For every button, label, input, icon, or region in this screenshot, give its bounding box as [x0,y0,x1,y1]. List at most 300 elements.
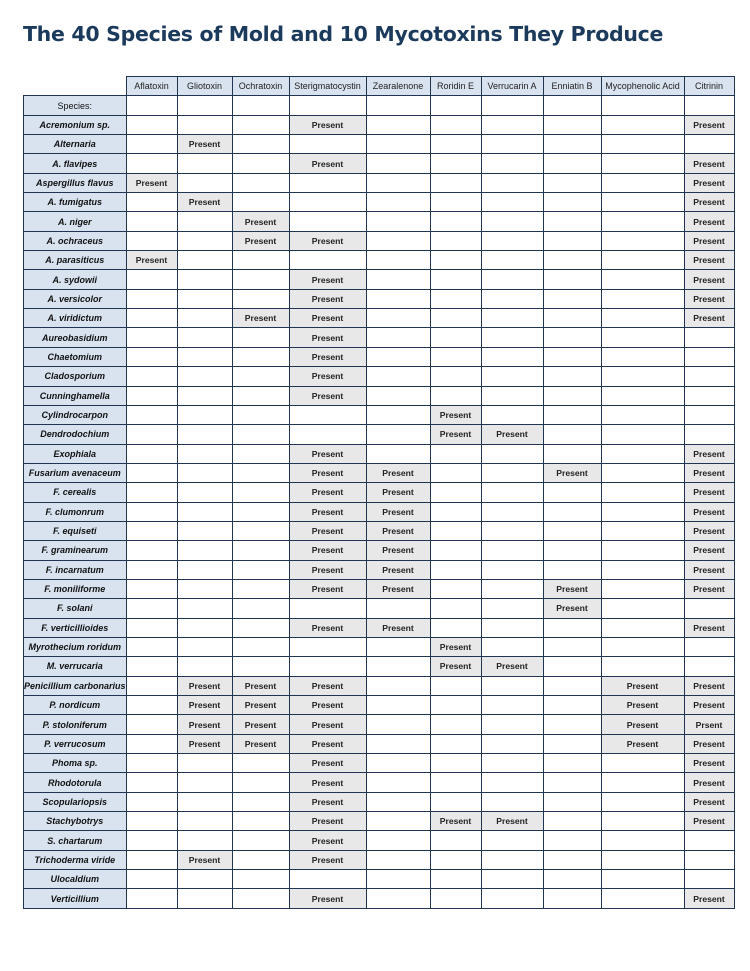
empty-cell [601,870,684,889]
empty-cell [177,212,232,231]
empty-cell [601,889,684,908]
empty-cell [601,425,684,444]
presence-cell: Present [289,347,366,366]
empty-cell [481,289,543,308]
table-row [24,231,735,250]
empty-cell [543,812,601,831]
table-row [24,328,735,347]
empty-cell [366,696,430,715]
empty-cell [232,483,289,502]
empty-cell [543,115,601,134]
presence-cell: Present [126,173,177,192]
empty-cell [543,289,601,308]
empty-cell [126,657,177,676]
empty-cell [481,521,543,540]
empty-cell [481,328,543,347]
empty-cell [126,483,177,502]
empty-cell [177,96,232,115]
empty-cell [366,309,430,328]
page-title: The 40 Species of Mold and 10 Mycotoxins They Produce [23,22,664,46]
empty-cell [177,444,232,463]
table-row [24,173,735,192]
empty-cell [430,715,481,734]
empty-cell [481,715,543,734]
empty-cell [177,502,232,521]
presence-cell: Present [289,444,366,463]
empty-cell [232,618,289,637]
empty-cell [684,328,734,347]
empty-cell [232,850,289,869]
toxin-header: Citrinin [684,77,734,96]
species-name: F. graminearum [24,541,127,560]
empty-cell [126,637,177,656]
presence-cell: Present [684,792,734,811]
species-name: A. fumigatus [24,193,127,212]
species-name: F. cerealis [24,483,127,502]
empty-cell [126,367,177,386]
empty-cell [481,850,543,869]
presence-cell: Present [430,657,481,676]
toxin-header: Enniatin B [543,77,601,96]
empty-cell [126,289,177,308]
presence-cell: Present [289,560,366,579]
empty-cell [177,889,232,908]
table-row [24,367,735,386]
presence-cell: Present [177,715,232,734]
empty-cell [601,831,684,850]
empty-cell [481,579,543,598]
presence-cell: Present [289,154,366,173]
empty-cell [177,483,232,502]
species-name: S. chartarum [24,831,127,850]
empty-cell [366,444,430,463]
presence-cell: Present [289,270,366,289]
empty-cell [430,173,481,192]
presence-cell: Present [601,734,684,753]
empty-cell [601,367,684,386]
presence-cell: Present [289,696,366,715]
empty-cell [543,173,601,192]
species-name: A. viridictum [24,309,127,328]
empty-cell [126,425,177,444]
empty-cell [430,309,481,328]
presence-cell: Present [289,463,366,482]
empty-cell [366,405,430,424]
empty-cell [126,579,177,598]
empty-cell [126,870,177,889]
empty-cell [430,850,481,869]
presence-cell: Present [684,154,734,173]
empty-cell [543,231,601,250]
empty-cell [289,173,366,192]
empty-cell [430,773,481,792]
empty-cell [684,870,734,889]
empty-cell [543,483,601,502]
empty-cell [601,289,684,308]
empty-cell [232,289,289,308]
empty-cell [684,831,734,850]
species-label-row [24,96,735,115]
empty-cell [366,328,430,347]
species-name: Cunninghamella [24,386,127,405]
empty-cell [126,231,177,250]
empty-cell [543,618,601,637]
empty-cell [543,637,601,656]
empty-cell [430,521,481,540]
empty-cell [481,193,543,212]
presence-cell: Present [684,309,734,328]
empty-cell [481,773,543,792]
presence-cell: Present [684,444,734,463]
empty-cell [601,657,684,676]
empty-cell [366,135,430,154]
presence-cell: Present [366,560,430,579]
empty-cell [366,347,430,366]
empty-cell [430,579,481,598]
table-row [24,289,735,308]
empty-cell [601,560,684,579]
table-row [24,831,735,850]
empty-cell [481,831,543,850]
empty-cell [126,115,177,134]
empty-cell [289,405,366,424]
empty-cell [430,696,481,715]
empty-cell [126,328,177,347]
empty-cell [684,599,734,618]
species-name: P. verrucosum [24,734,127,753]
empty-cell [543,792,601,811]
empty-cell [430,328,481,347]
empty-cell [177,347,232,366]
empty-cell [481,889,543,908]
empty-cell [366,754,430,773]
empty-cell [366,212,430,231]
empty-cell [543,560,601,579]
empty-cell [601,637,684,656]
species-name: A. niger [24,212,127,231]
toxin-header: Zearalenone [366,77,430,96]
empty-cell [177,773,232,792]
table-row [24,599,735,618]
empty-cell [430,193,481,212]
empty-cell [232,812,289,831]
presence-cell: Present [232,676,289,695]
species-name: Fusarium avenaceum [24,463,127,482]
species-name: F. clumonrum [24,502,127,521]
empty-cell [543,850,601,869]
table-row [24,734,735,753]
empty-cell [601,405,684,424]
empty-cell [430,367,481,386]
presence-cell: Present [232,715,289,734]
presence-cell: Present [684,812,734,831]
empty-cell [601,850,684,869]
empty-cell [232,270,289,289]
empty-cell [601,135,684,154]
empty-cell [430,212,481,231]
presence-cell: Present [481,812,543,831]
empty-cell [543,328,601,347]
empty-cell [481,734,543,753]
empty-cell [543,870,601,889]
table-row [24,657,735,676]
empty-cell [232,115,289,134]
presence-cell: Present [684,754,734,773]
empty-cell [232,367,289,386]
table-row [24,618,735,637]
species-name: F. equiseti [24,521,127,540]
empty-cell [177,754,232,773]
empty-cell [126,309,177,328]
table-row [24,425,735,444]
empty-cell [126,715,177,734]
table-row [24,560,735,579]
table-row [24,154,735,173]
presence-cell: Present [366,579,430,598]
table-row [24,193,735,212]
empty-cell [177,251,232,270]
empty-cell [177,386,232,405]
empty-cell [126,696,177,715]
presence-cell: Present [177,676,232,695]
presence-cell: Present [684,251,734,270]
empty-cell [601,328,684,347]
empty-cell [601,251,684,270]
presence-cell: Present [232,734,289,753]
presence-cell: Present [543,463,601,482]
empty-cell [126,521,177,540]
empty-cell [601,231,684,250]
empty-cell [543,309,601,328]
empty-cell [601,463,684,482]
species-name: Rhodotorula [24,773,127,792]
empty-cell [366,231,430,250]
presence-cell: Present [289,812,366,831]
empty-cell [366,173,430,192]
species-name: Cladosporium [24,367,127,386]
empty-cell [366,251,430,270]
empty-cell [684,637,734,656]
empty-cell [232,463,289,482]
species-name: Cylindrocarpon [24,405,127,424]
empty-cell [232,135,289,154]
presence-cell: Present [126,251,177,270]
empty-cell [177,309,232,328]
empty-cell [232,96,289,115]
empty-cell [481,231,543,250]
presence-cell: Present [177,734,232,753]
toxin-header: Mycophenolic Acid [601,77,684,96]
empty-cell [481,444,543,463]
empty-cell [543,212,601,231]
empty-cell [601,212,684,231]
table-row [24,579,735,598]
empty-cell [684,386,734,405]
empty-cell [232,870,289,889]
empty-cell [543,444,601,463]
empty-cell [543,367,601,386]
presence-cell: Present [289,618,366,637]
empty-cell [543,270,601,289]
species-name: P. nordicum [24,696,127,715]
empty-cell [177,154,232,173]
empty-cell [126,541,177,560]
empty-cell [601,309,684,328]
empty-cell [289,212,366,231]
empty-cell [177,792,232,811]
empty-cell [177,521,232,540]
empty-cell [177,405,232,424]
empty-cell [430,154,481,173]
empty-cell [232,502,289,521]
presence-cell: Present [430,405,481,424]
table-row [24,463,735,482]
empty-cell [543,889,601,908]
table-row [24,115,735,134]
empty-cell [366,734,430,753]
presence-cell: Present [177,696,232,715]
empty-cell [430,386,481,405]
empty-cell [232,599,289,618]
empty-cell [430,541,481,560]
empty-cell [232,560,289,579]
empty-cell [481,792,543,811]
empty-cell [126,618,177,637]
empty-cell [126,889,177,908]
empty-cell [601,541,684,560]
empty-cell [430,270,481,289]
table-row [24,676,735,695]
empty-cell [481,502,543,521]
empty-cell [481,560,543,579]
empty-cell [126,850,177,869]
empty-cell [366,367,430,386]
species-name: A. parasiticus [24,251,127,270]
species-name: A. versicolor [24,289,127,308]
empty-cell [177,115,232,134]
empty-cell [430,231,481,250]
empty-cell [366,154,430,173]
empty-cell [601,154,684,173]
table-row [24,850,735,869]
presence-cell: Present [289,715,366,734]
empty-cell [430,347,481,366]
empty-cell [543,541,601,560]
presence-cell: Present [289,889,366,908]
empty-cell [543,425,601,444]
empty-cell [481,251,543,270]
presence-cell: Present [543,599,601,618]
table-row [24,251,735,270]
empty-cell [601,483,684,502]
empty-cell [481,96,543,115]
empty-cell [601,579,684,598]
empty-cell [232,889,289,908]
empty-cell [601,792,684,811]
toxin-header-row [24,77,735,96]
empty-cell [126,773,177,792]
species-name: Phoma sp. [24,754,127,773]
empty-cell [430,444,481,463]
empty-cell [177,173,232,192]
empty-cell [366,193,430,212]
empty-cell [543,715,601,734]
empty-cell [232,444,289,463]
empty-cell [232,657,289,676]
empty-cell [366,676,430,695]
empty-cell [177,270,232,289]
empty-cell [126,463,177,482]
presence-cell: Present [289,502,366,521]
empty-cell [232,831,289,850]
table-row [24,347,735,366]
empty-cell [430,754,481,773]
empty-cell [601,173,684,192]
empty-cell [232,328,289,347]
toxin-header: Verrucarin A [481,77,543,96]
species-name: Alternaria [24,135,127,154]
presence-cell: Present [430,425,481,444]
empty-cell [543,657,601,676]
presence-cell: Present [684,579,734,598]
table-row [24,483,735,502]
presence-cell: Present [289,792,366,811]
empty-cell [481,309,543,328]
presence-cell: Present [684,541,734,560]
empty-cell [232,425,289,444]
empty-cell [481,154,543,173]
empty-cell [543,734,601,753]
empty-cell [481,386,543,405]
empty-cell [366,637,430,656]
species-name: F. solani [24,599,127,618]
presence-cell: Present [232,231,289,250]
table-row [24,637,735,656]
toxin-header: Gliotoxin [177,77,232,96]
presence-cell: Present [684,502,734,521]
empty-cell [126,444,177,463]
empty-cell [289,425,366,444]
empty-cell [684,425,734,444]
presence-cell: Present [289,231,366,250]
species-name: Ulocaldium [24,870,127,889]
empty-cell [232,541,289,560]
empty-cell [430,463,481,482]
empty-cell [366,812,430,831]
presence-cell: Present [289,676,366,695]
empty-cell [430,96,481,115]
empty-cell [177,599,232,618]
species-name: F. verticillioides [24,618,127,637]
empty-cell [366,792,430,811]
empty-cell [601,521,684,540]
presence-cell: Present [289,734,366,753]
empty-cell [177,541,232,560]
empty-cell [232,251,289,270]
presence-cell: Present [289,367,366,386]
empty-cell [177,425,232,444]
empty-cell [177,463,232,482]
presence-cell: Present [684,696,734,715]
presence-cell: Present [684,521,734,540]
presence-cell: Present [684,289,734,308]
species-name: Stachybotrys [24,812,127,831]
presence-cell: Present [366,541,430,560]
empty-cell [481,270,543,289]
empty-cell [126,812,177,831]
presence-cell: Present [177,135,232,154]
presence-cell: Present [289,831,366,850]
